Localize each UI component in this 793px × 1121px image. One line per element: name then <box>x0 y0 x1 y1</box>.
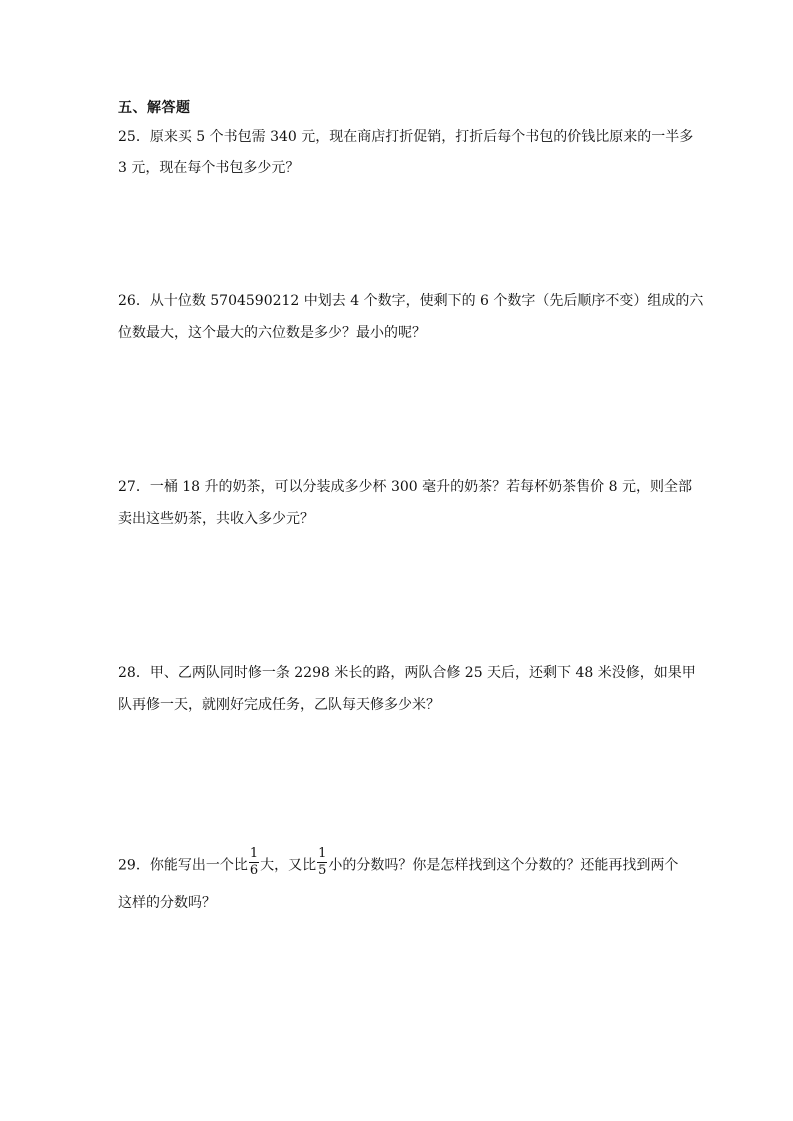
fraction-numerator: 1 <box>318 846 327 861</box>
question-26-line-1: 26．从十位数 5704590212 中划去 4 个数字，使剩下的 6 个数字（先后顺序不变）组成的六 <box>118 293 704 309</box>
question-26-line-2: 位数最大，这个最大的六位数是多少？最小的呢？ <box>118 325 426 341</box>
question-27-line-2: 卖出这些奶茶，共收入多少元？ <box>118 511 314 527</box>
section-title: 五、解答题 <box>118 100 191 116</box>
question-28-line-2: 队再修一天，就刚好完成任务，乙队每天修多少米？ <box>118 697 440 713</box>
fraction-one-sixth <box>249 847 259 878</box>
question-29-text-part-1: 29．你能写出一个比 <box>118 857 248 874</box>
fraction-one-fifth <box>317 847 327 878</box>
fraction-denominator: 6 <box>249 863 259 878</box>
question-25-line-2: 3 元，现在每个书包多少元？ <box>118 160 300 176</box>
fraction-denominator: 5 <box>318 863 327 878</box>
question-29-line-2: 这样的分数吗？ <box>118 895 216 911</box>
question-29-line-1 <box>118 846 679 881</box>
question-29-text-part-3: 小的分数吗？你是怎样找到这个分数的？还能再找到两个 <box>328 857 679 874</box>
question-25-line-1: 25．原来买 5 个书包需 340 元，现在商店打折促销，打折后每个书包的价钱比原来的一半多 <box>118 129 694 145</box>
question-29-text-part-2: 大，又比 <box>260 857 317 874</box>
question-28-line-1: 28．甲、乙两队同时修一条 2298 米长的路，两队合修 25 天后，还剩下 48 米没修，如果甲 <box>118 665 696 681</box>
fraction-numerator: 1 <box>249 846 259 861</box>
question-27-line-1: 27．一桶 18 升的奶茶，可以分装成多少杯 300 毫升的奶茶？若每杯奶茶售价 8 元，则全部 <box>118 479 692 495</box>
